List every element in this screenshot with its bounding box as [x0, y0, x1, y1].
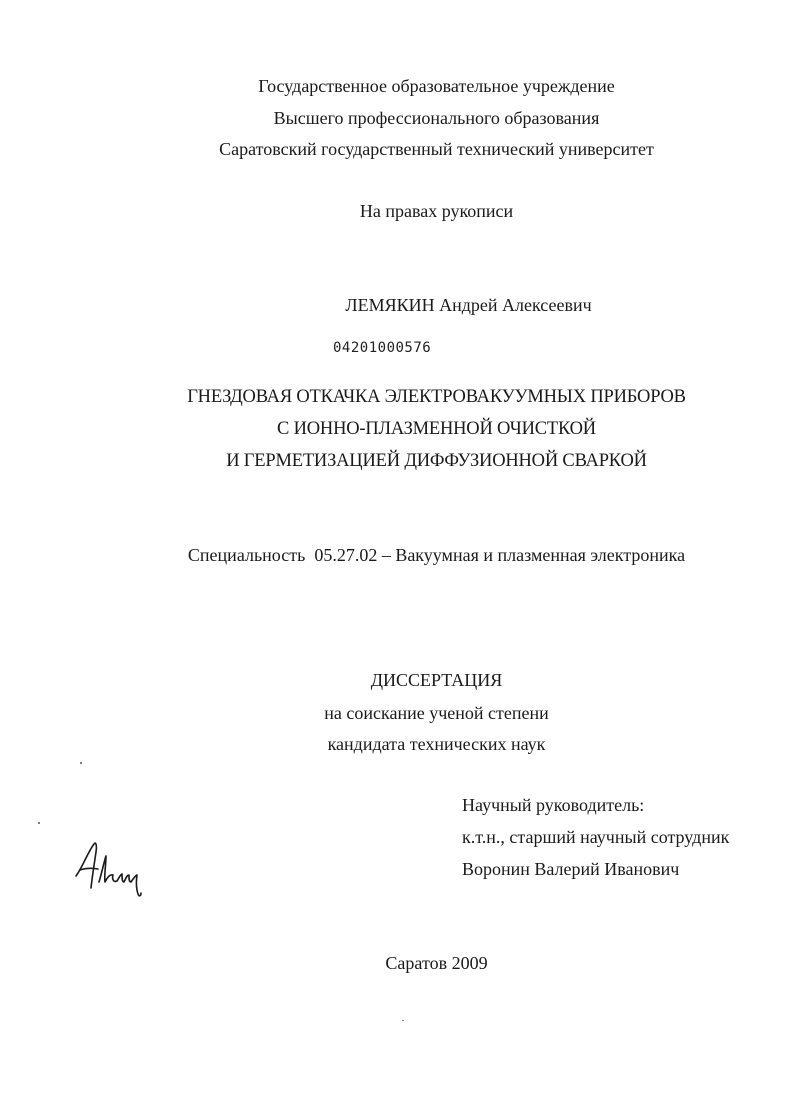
- thesis-title-line-2: С ИОННО-ПЛАЗМЕННОЙ ОЧИСТКОЙ: [277, 419, 596, 439]
- dissertation-purpose-line-2: кандидата технических наук: [327, 734, 546, 754]
- institution-line-2: Высшего профессионального образования: [273, 108, 600, 128]
- scan-speck: [80, 762, 82, 764]
- dissertation-purpose-line-1: на соискание ученой степени: [324, 703, 549, 723]
- supervisor-position: к.т.н., старший научный сотрудник: [462, 827, 730, 847]
- specialty-name: Вакуумная и плазменная электроника: [395, 545, 686, 565]
- city: Саратов: [385, 953, 448, 973]
- year: 2009: [451, 953, 488, 973]
- scan-speck: [38, 822, 40, 824]
- institution-line-1: Государственное образовательное учреждение: [258, 76, 615, 96]
- specialty-code: 05.27.02: [314, 545, 378, 565]
- registration-number-stamp: 04201000576: [333, 340, 432, 356]
- thesis-title-line-3: И ГЕРМЕТИЗАЦИЕЙ ДИФФУЗИОННОЙ СВАРКОЙ: [226, 451, 647, 471]
- rights-note: На правах рукописи: [359, 201, 514, 221]
- specialty-line: [38, 544, 797, 566]
- supervisor-label: Научный руководитель:: [462, 795, 645, 815]
- author-name: [70, 294, 797, 316]
- thesis-title-line-1: ГНЕЗДОВАЯ ОТКАЧКА ЭЛЕКТРОВАКУУМНЫХ ПРИБОРОВ: [187, 387, 686, 407]
- scan-speck: [402, 1020, 404, 1021]
- specialty-label: Специальность: [187, 545, 306, 565]
- place-and-year: [38, 952, 797, 974]
- supervisor-name: Воронин Валерий Иванович: [462, 859, 680, 879]
- dissertation-type: ДИССЕРТАЦИЯ: [370, 670, 503, 690]
- institution-line-3: Саратовский государственный технический университет: [219, 139, 654, 159]
- author-surname: ЛЕМЯКИН: [345, 295, 435, 315]
- handwritten-signature: [72, 838, 152, 900]
- author-given-names: Андрей Алексеевич: [439, 295, 592, 315]
- specialty-separator: –: [381, 545, 391, 565]
